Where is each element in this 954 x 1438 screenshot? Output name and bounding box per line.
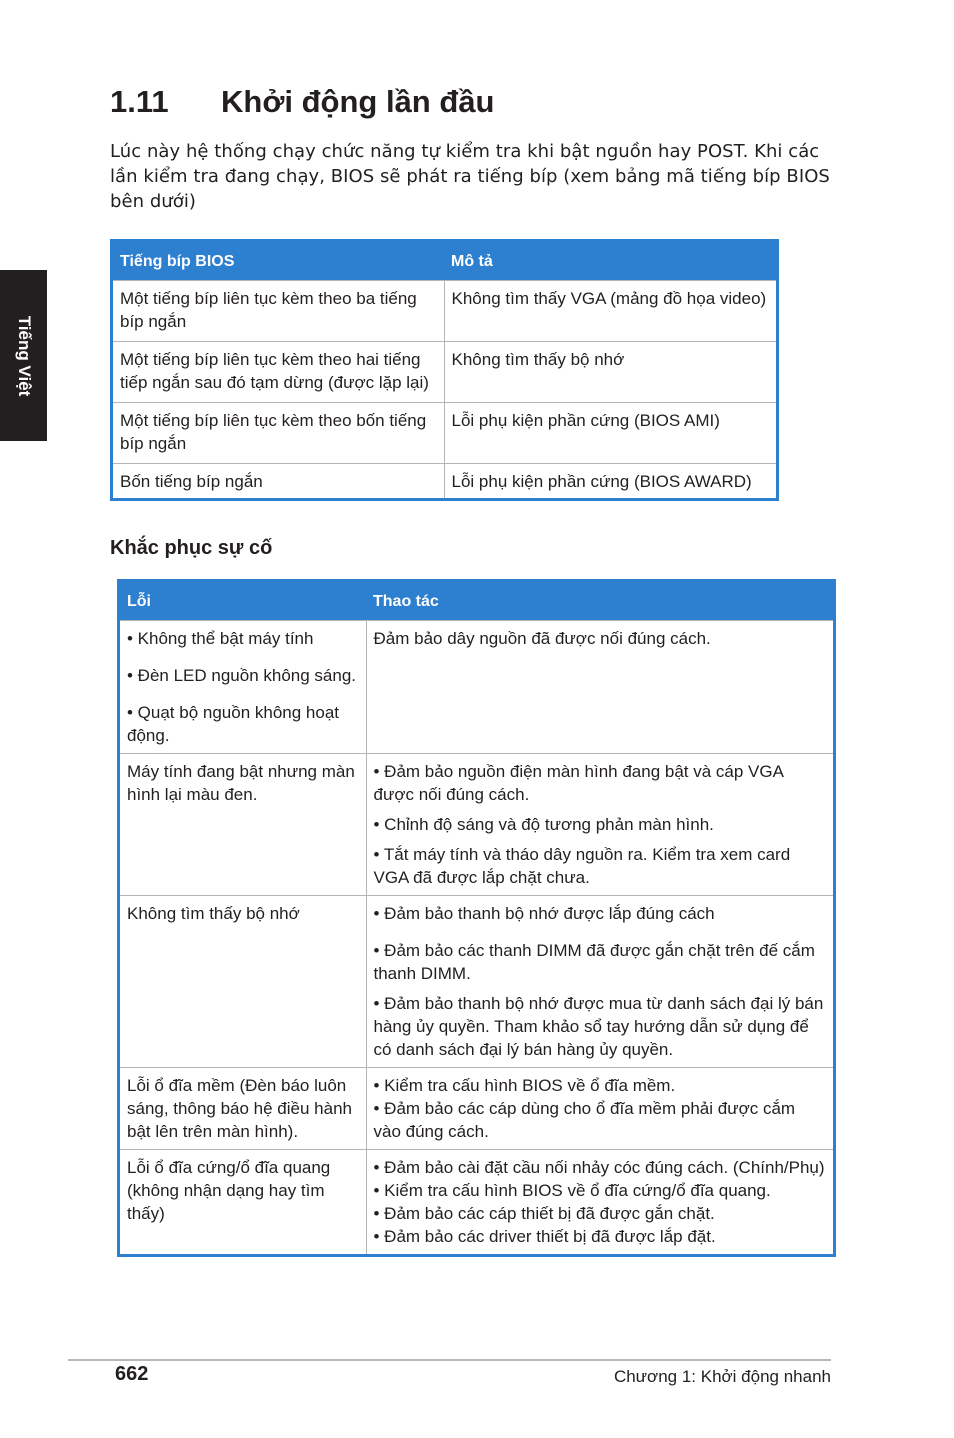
action-item: • Đảm bảo các thanh DIMM đã được gắn chặt trên đế cắm thanh DIMM. [373,941,815,983]
table-row [112,464,778,500]
header-action: Thao tác [366,581,835,621]
table-header-row [119,581,835,621]
section-title: Khởi động lần đầu [221,84,495,119]
bios-beep-table [110,239,779,501]
section-heading [110,84,494,120]
action-item: • Kiểm tra cấu hình BIOS về ổ đĩa mềm. [373,1076,676,1095]
action-item: Đảm bảo dây nguồn đã được nối đúng cách. [373,629,711,648]
action-item: • Đảm bảo thanh bộ nhớ được lắp đúng cách [373,904,715,923]
error-cell [119,754,367,896]
action-item: • Đảm bảo cài đặt cầu nối nhảy cóc đúng cách. (Chính/Phụ) [373,1158,825,1177]
action-cell [366,754,835,896]
description-cell: Lỗi phụ kiện phần cứng (BIOS AWARD) [444,464,778,500]
table-row [119,896,835,1068]
action-item: • Tắt máy tính và tháo dây nguồn ra. Kiểm tra xem card VGA đã được lắp chặt chưa. [373,845,791,887]
action-cell [366,1150,835,1256]
table-header-row [112,241,778,281]
action-item: • Đảm bảo nguồn điện màn hình đang bật và cáp VGA được nối đúng cách. [373,762,784,804]
error-item: • Đèn LED nguồn không sáng. [127,666,357,685]
error-item: Máy tính đang bật nhưng màn hình lại màu đen. [127,762,355,804]
table-row [112,281,778,342]
page-number: 662 [115,1363,149,1385]
action-item: • Kiểm tra cấu hình BIOS về ổ đĩa cứng/ổ đĩa quang. [373,1181,771,1200]
table-row [119,621,835,754]
error-cell [119,896,367,1068]
beep-cell: Một tiếng bíp liên tục kèm theo bốn tiếng bíp ngắn [112,403,445,464]
error-cell [119,621,367,754]
intro-paragraph: Lúc này hệ thống chạy chức năng tự kiểm tra khi bật nguồn hay POST. Khi các lần kiểm tra đang chạy, BIOS sẽ phát ra tiếng bíp (xem bảng mã tiếng bíp BIOS bên dưới) [110,141,830,212]
beep-cell: Một tiếng bíp liên tục kèm theo hai tiếng tiếp ngắn sau đó tạm dừng (được lặp lại) [112,342,445,403]
beep-cell: Một tiếng bíp liên tục kèm theo ba tiếng bíp ngắn [112,281,445,342]
side-tab-label: Tiếng Việt [14,315,34,396]
action-cell [366,621,835,754]
error-item: • Không thể bật máy tính [127,629,314,648]
troubleshoot-heading: Khắc phục sự cố [110,537,273,559]
error-item: Lỗi ổ đĩa mềm (Đèn báo luôn sáng, thông báo hệ điều hành bật lên trên màn hình). [127,1076,352,1141]
description-cell: Lỗi phụ kiện phần cứng (BIOS AMI) [444,403,778,464]
error-item: Lỗi ổ đĩa cứng/ổ đĩa quang (không nhận dạng hay tìm thấy) [127,1158,331,1223]
chapter-footer: Chương 1: Khởi động nhanh [613,1367,831,1386]
action-cell [366,896,835,1068]
action-item: • Chỉnh độ sáng và độ tương phản màn hình. [373,815,714,834]
header-beep: Tiếng bíp BIOS [112,241,445,281]
header-error: Lỗi [119,581,367,621]
error-item: • Quạt bộ nguồn không hoạt động. [127,703,340,745]
language-side-tab [0,270,47,441]
description-cell: Không tìm thấy bộ nhớ [444,342,778,403]
footer-divider [68,1359,831,1361]
table-row [112,342,778,403]
action-cell [366,1068,835,1150]
header-description: Mô tả [444,241,778,281]
action-item: • Đảm bảo các cáp dùng cho ổ đĩa mềm phải được cắm vào đúng cách. [373,1099,796,1141]
error-cell [119,1068,367,1150]
table-row [119,1150,835,1256]
section-number: 1.11 [110,84,169,119]
beep-cell: Bốn tiếng bíp ngắn [112,464,445,500]
table-row [119,754,835,896]
action-item: • Đảm bảo thanh bộ nhớ được mua từ danh sách đại lý bán hàng ủy quyền. Tham khảo sổ tay hướng dẫn sử dụng để có danh sách đại lý bán hàng ủy quyền. [373,994,824,1059]
error-cell [119,1150,367,1256]
troubleshoot-table [117,579,836,1257]
description-cell: Không tìm thấy VGA (mảng đồ họa video) [444,281,778,342]
table-row [119,1068,835,1150]
table-row [112,403,778,464]
error-item: Không tìm thấy bộ nhớ [127,904,300,923]
action-item: • Đảm bảo các cáp thiết bị đã được gắn chặt. [373,1204,715,1223]
action-item: • Đảm bảo các driver thiết bị đã được lắp đặt. [373,1227,716,1246]
